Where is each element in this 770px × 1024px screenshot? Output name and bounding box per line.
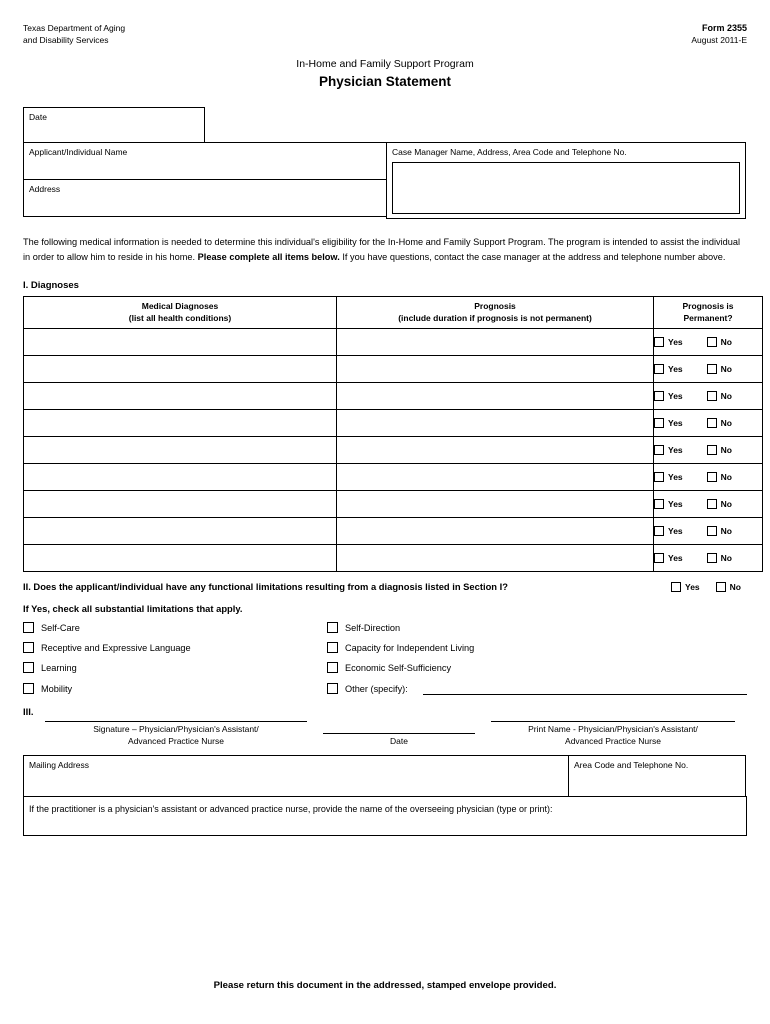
limitation-checkbox[interactable] xyxy=(23,662,34,673)
page-title xyxy=(23,57,747,91)
permanent-cell xyxy=(654,518,763,545)
permanent-yes-checkbox[interactable] xyxy=(654,418,664,428)
permanent-cell xyxy=(654,329,763,356)
signature-date-field[interactable] xyxy=(323,719,475,748)
permanent-cell xyxy=(654,545,763,572)
col-header-permanent-line2: Permanent? xyxy=(683,312,733,323)
section2-no-label: No xyxy=(729,581,741,592)
permanent-no-checkbox[interactable] xyxy=(707,391,717,401)
permanent-no-label: No xyxy=(720,364,732,374)
permanent-cell xyxy=(654,356,763,383)
phone-label: Area Code and Telephone No. xyxy=(574,760,689,770)
permanent-cell xyxy=(654,491,763,518)
permanent-cell xyxy=(654,410,763,437)
section-1-heading: I. Diagnoses xyxy=(23,280,79,291)
permanent-yes-checkbox[interactable] xyxy=(654,445,664,455)
mailing-address-label: Mailing Address xyxy=(29,760,90,770)
col-header-diagnoses xyxy=(24,297,337,329)
section-2-question: II. Does the applicant/individual have any functional limitations resulting from a diagnosis listed in Section I? xyxy=(23,581,508,592)
signature-caption-line1: Signature – Physician/Physician's Assistant/ xyxy=(93,724,259,734)
intro-text-2: If you have questions, contact the case manager at the address and telephone number above. xyxy=(339,251,726,262)
table-row xyxy=(24,518,763,545)
form-identifier xyxy=(691,22,747,46)
permanent-no-label: No xyxy=(720,445,732,455)
permanent-yes-label: Yes xyxy=(668,445,683,455)
permanent-no-label: No xyxy=(720,391,732,401)
limitation-label: Economic Self-Sufficiency xyxy=(345,662,452,673)
other-specify-input[interactable] xyxy=(423,682,747,695)
permanent-yes-label: Yes xyxy=(668,553,683,563)
permanent-yes-label: Yes xyxy=(668,337,683,347)
diagnosis-cell[interactable] xyxy=(24,329,337,356)
permanent-no-label: No xyxy=(720,499,732,509)
section-2-instruction: If Yes, check all substantial limitations that apply. xyxy=(23,603,243,614)
signature-caption-line2: Advanced Practice Nurse xyxy=(128,735,224,746)
permanent-no-label: No xyxy=(720,337,732,347)
permanent-no-checkbox[interactable] xyxy=(707,472,717,482)
limitation-label: Capacity for Independent Living xyxy=(345,642,475,653)
col-header-prognosis-line1: Prognosis xyxy=(474,301,516,311)
diagnosis-cell[interactable] xyxy=(24,356,337,383)
permanent-no-checkbox[interactable] xyxy=(707,418,717,428)
case-manager-label: Case Manager Name, Address, Area Code and Telephone No. xyxy=(392,147,627,157)
program-name: In-Home and Family Support Program xyxy=(296,58,474,70)
prognosis-cell[interactable] xyxy=(337,464,654,491)
prognosis-cell[interactable] xyxy=(337,356,654,383)
permanent-no-label: No xyxy=(720,553,732,563)
limitation-checkbox[interactable] xyxy=(327,662,338,673)
print-name-caption-line2: Advanced Practice Nurse xyxy=(565,735,661,746)
permanent-no-label: No xyxy=(720,526,732,536)
limitation-checkbox[interactable] xyxy=(23,683,34,694)
limitation-label: Receptive and Expressive Language xyxy=(41,642,191,653)
limitation-option[interactable] xyxy=(23,682,327,695)
prognosis-cell[interactable] xyxy=(337,518,654,545)
applicant-name-label: Applicant/Individual Name xyxy=(29,147,128,157)
overseeing-physician-note: If the practitioner is a physician's assistant or advanced practice nurse, provide the name of the overseeing physician (type or print): xyxy=(29,804,553,814)
case-manager-input[interactable] xyxy=(392,162,740,214)
limitation-checkbox[interactable] xyxy=(327,622,338,633)
limitation-row xyxy=(23,662,747,673)
diagnosis-cell[interactable] xyxy=(24,437,337,464)
applicant-name-field[interactable] xyxy=(23,142,387,180)
bottom-blocks xyxy=(23,755,747,836)
permanent-yes-label: Yes xyxy=(668,364,683,374)
agency-line-1: Texas Department of Aging xyxy=(23,23,126,33)
limitation-checkbox[interactable] xyxy=(23,642,34,653)
limitation-option[interactable] xyxy=(327,662,747,673)
diagnosis-cell[interactable] xyxy=(24,410,337,437)
diagnosis-cell[interactable] xyxy=(24,491,337,518)
signature-date-line[interactable] xyxy=(323,719,475,734)
limitation-label: Learning xyxy=(41,662,77,673)
diagnosis-cell[interactable] xyxy=(24,464,337,491)
form-number: Form 2355 xyxy=(701,23,747,33)
identification-block xyxy=(23,107,747,219)
section2-yes-label: Yes xyxy=(685,581,700,592)
permanent-yes-label: Yes xyxy=(668,499,683,509)
permanent-no-checkbox[interactable] xyxy=(707,337,717,347)
col-header-permanent xyxy=(654,297,763,329)
permanent-no-label: No xyxy=(720,472,732,482)
permanent-yes-checkbox[interactable] xyxy=(654,553,664,563)
col-header-prognosis xyxy=(337,297,654,329)
limitation-label: Self-Care xyxy=(41,622,80,633)
diagnosis-cell[interactable] xyxy=(24,383,337,410)
intro-paragraph xyxy=(23,235,747,264)
permanent-cell xyxy=(654,437,763,464)
diagnoses-table-body xyxy=(24,329,763,572)
address-label: Address xyxy=(29,184,61,194)
permanent-yes-checkbox[interactable] xyxy=(654,526,664,536)
limitation-row xyxy=(23,682,747,695)
limitation-row xyxy=(23,642,747,653)
permanent-yes-label: Yes xyxy=(668,526,683,536)
table-row xyxy=(24,491,763,518)
limitation-checkbox[interactable] xyxy=(327,642,338,653)
limitation-checkbox[interactable] xyxy=(23,622,34,633)
address-field[interactable] xyxy=(23,179,387,217)
table-header-row xyxy=(24,297,763,329)
agency-name xyxy=(23,22,125,46)
intro-text-bold: Please complete all items below. xyxy=(197,251,340,262)
limitation-option[interactable] xyxy=(23,622,327,633)
limitation-option[interactable] xyxy=(327,622,747,633)
permanent-yes-checkbox[interactable] xyxy=(654,472,664,482)
limitation-checkbox[interactable] xyxy=(327,683,338,694)
prognosis-cell[interactable] xyxy=(337,329,654,356)
footer-note: Please return this document in the addressed, stamped envelope provided. xyxy=(213,980,557,991)
section-2-row xyxy=(23,581,747,592)
permanent-yes-checkbox[interactable] xyxy=(654,364,664,374)
permanent-no-checkbox[interactable] xyxy=(707,553,717,563)
col-header-diagnoses-line2: (list all health conditions) xyxy=(128,312,232,323)
print-name-caption xyxy=(491,722,735,747)
table-row xyxy=(24,437,763,464)
table-row xyxy=(24,383,763,410)
permanent-no-checkbox[interactable] xyxy=(707,364,717,374)
section2-yes-checkbox[interactable] xyxy=(671,582,681,592)
diagnosis-cell[interactable] xyxy=(24,518,337,545)
agency-line-2: and Disability Services xyxy=(23,35,109,45)
prognosis-cell[interactable] xyxy=(337,410,654,437)
intro-text-1: The following medical information is needed to determine this individual's eligibility for the In-Home and Family Support Program. The program is intended to assist the individual in order to allow him to reside in his home. xyxy=(23,237,741,262)
permanent-yes-label: Yes xyxy=(668,418,683,428)
col-header-diagnoses-line1: Medical Diagnoses xyxy=(141,301,219,311)
limitation-label: Self-Direction xyxy=(345,622,401,633)
diagnoses-table xyxy=(23,296,763,572)
print-name-line[interactable] xyxy=(491,707,735,722)
print-name-caption-line1: Print Name - Physician/Physician's Assistant/ xyxy=(528,724,698,734)
permanent-cell xyxy=(654,464,763,491)
date-field[interactable] xyxy=(23,107,205,143)
table-row xyxy=(24,410,763,437)
limitation-label: Other (specify): xyxy=(345,683,408,694)
document-title: Physician Statement xyxy=(318,74,452,89)
date-label: Date xyxy=(29,112,47,122)
section-3 xyxy=(23,707,747,747)
limitation-option[interactable] xyxy=(327,642,747,653)
table-row xyxy=(24,545,763,572)
case-manager-field[interactable] xyxy=(386,142,746,219)
page-header xyxy=(23,22,747,46)
permanent-yes-checkbox[interactable] xyxy=(654,337,664,347)
permanent-yes-checkbox[interactable] xyxy=(654,391,664,401)
permanent-yes-label: Yes xyxy=(668,472,683,482)
print-name-field[interactable] xyxy=(491,707,735,747)
limitation-label: Mobility xyxy=(41,683,73,694)
diagnosis-cell[interactable] xyxy=(24,545,337,572)
signature-date-caption: Date xyxy=(390,735,408,746)
permanent-cell xyxy=(654,383,763,410)
section-2-answer-group xyxy=(671,582,747,592)
table-row xyxy=(24,356,763,383)
permanent-no-label: No xyxy=(720,418,732,428)
prognosis-cell[interactable] xyxy=(337,491,654,518)
limitation-option[interactable] xyxy=(23,662,327,673)
permanent-yes-label: Yes xyxy=(668,391,683,401)
limitation-option[interactable] xyxy=(327,682,747,695)
table-row xyxy=(24,464,763,491)
limitation-option[interactable] xyxy=(23,642,327,653)
form-date: August 2011-E xyxy=(691,35,747,45)
col-header-permanent-line1: Prognosis is xyxy=(682,301,734,311)
permanent-yes-checkbox[interactable] xyxy=(654,499,664,509)
permanent-no-checkbox[interactable] xyxy=(707,499,717,509)
limitations-checklist xyxy=(23,622,747,695)
permanent-no-checkbox[interactable] xyxy=(707,445,717,455)
section2-no-checkbox[interactable] xyxy=(716,582,726,592)
signature-field[interactable] xyxy=(45,707,307,747)
prognosis-cell[interactable] xyxy=(337,437,654,464)
permanent-no-checkbox[interactable] xyxy=(707,526,717,536)
signature-line[interactable] xyxy=(45,707,307,722)
limitation-row xyxy=(23,622,747,633)
prognosis-cell[interactable] xyxy=(337,545,654,572)
phone-field[interactable] xyxy=(568,755,746,797)
table-row xyxy=(24,329,763,356)
signature-caption xyxy=(45,722,307,747)
overseeing-physician-field[interactable] xyxy=(23,796,747,836)
mailing-address-field[interactable] xyxy=(23,755,569,797)
col-header-prognosis-line2: (include duration if prognosis is not permanent) xyxy=(398,312,592,323)
prognosis-cell[interactable] xyxy=(337,383,654,410)
section-3-label: III. xyxy=(23,707,34,718)
